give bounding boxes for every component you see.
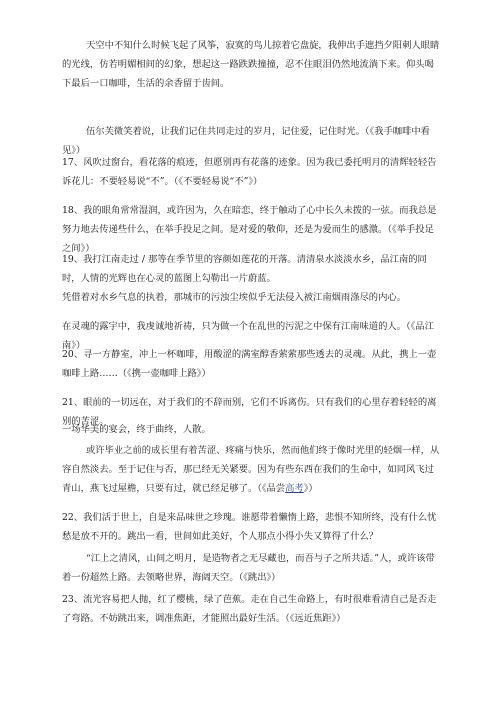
paragraph-18: 18、我的眼角常常湿润，或许因为，久在暗恋，终于触动了心中长久未拨的一弦。而我总是努力地去传递些什么，在举手投足之间。是对爱的敬仰，还是为爱而生的感激。（《举手投足之间》） — [62, 205, 437, 254]
paragraph-21-graduation-tail: 》） — [303, 483, 318, 494]
paragraph-21: 21、眼前的一切远在，对于我们的不辞而别，它们不诉离伤。只有我们的心里存着轻轻的离别的苦涩。 — [62, 397, 437, 427]
paragraph-17: 17、风吹过窗台，看花落的痕迹，但愿别再有花落的迹象。因为我已委托明月的清辉轻轻告诉花儿：不要轻易说“不”。（《不要轻易说“不”》） — [62, 157, 437, 187]
paragraph-20: 20、寻一方静室，冲上一杯咖啡，用酸涩的满室醇香萦萦那些透去的灵魂。从此，携上一壶咖啡上路……（《携一壶咖啡上路》） — [62, 349, 437, 379]
paragraph-21-graduation-text: 或许毕业之前的成长里有着苦涩、疼痛与快乐，然而他们终于像时光里的轻烟一样，从容自然淡去。至于记住与否，那已经无关紧要。因为有些东西在我们的生命中，如同风飞过青山，燕飞过屋檐，只要有过，就已经足够了。（《品尝 — [62, 445, 440, 494]
paragraph-23: 23、流光容易把人抛，红了樱桃，绿了芭蕉。走在自己生命路上，有时很难看清自己是否走了弯路。不妨跳出来，调准焦距，才能照出最好生活。（《远近焦距》） — [62, 594, 437, 624]
paragraph-21-graduation — [62, 441, 440, 498]
paragraph-22-quote: “江上之清风，山间之明月，是造物者之无尽藏也，而吾与子之所共适。”人，或许该带着一份超然上路。去领略世界，海阔天空。（《跳出》） — [62, 553, 435, 583]
paragraph-22: 22、我们活于世上，自是来品味世之珍瑰。谁愿带着懒惰上路，悲恨不知所终，没有什么忧愁是放不开的。跳出一看，世间如此美好，个人那点小得小失又算得了什么？ — [62, 512, 437, 542]
paragraph-19: 19、我打江南走过 / 那等在季节里的容颜如莲花的开落。清清泉水淡淡水乡，品江南的同时，人情的光辉也在心灵的蓝图上勾勒出一片蔚蓝。 — [62, 254, 427, 284]
paragraph-19-continued: 凭借着对水乡气息的执着，那城市的污浊尘埃似乎无法侵入被江南烟雨涤尽的内心。 — [62, 292, 406, 303]
paragraph-woolf-quote: 伍尔芙微笑着说，让我们记住共同走过的岁月，记住爱，记住时光。（《我手咖啡中看见》） — [62, 126, 430, 156]
paragraph-21-banquet: 一场华美的宴会，终于曲终，人散。 — [62, 424, 211, 435]
paragraph-intro: 天空中不知什么时候飞起了风筝，寂寞的鸟儿掠着它盘旋，我伸出手遮挡夕阳刺人眼睛的光线，仿若明媚相间的幻象，想起这一路跌跌撞撞，忍不住眼泪仍然地流淌下来。仰头喝下最后一口咖啡，生活的余香留于齿间。 — [62, 40, 440, 89]
paragraph-19-conclusion: 在灵魂的露宇中，我虔诚地祈祷，只为做一个在乱世的污泥之中保有江南味道的人。（《品江南》） — [62, 321, 434, 351]
gaokao-link[interactable]: 高考 — [285, 483, 304, 494]
